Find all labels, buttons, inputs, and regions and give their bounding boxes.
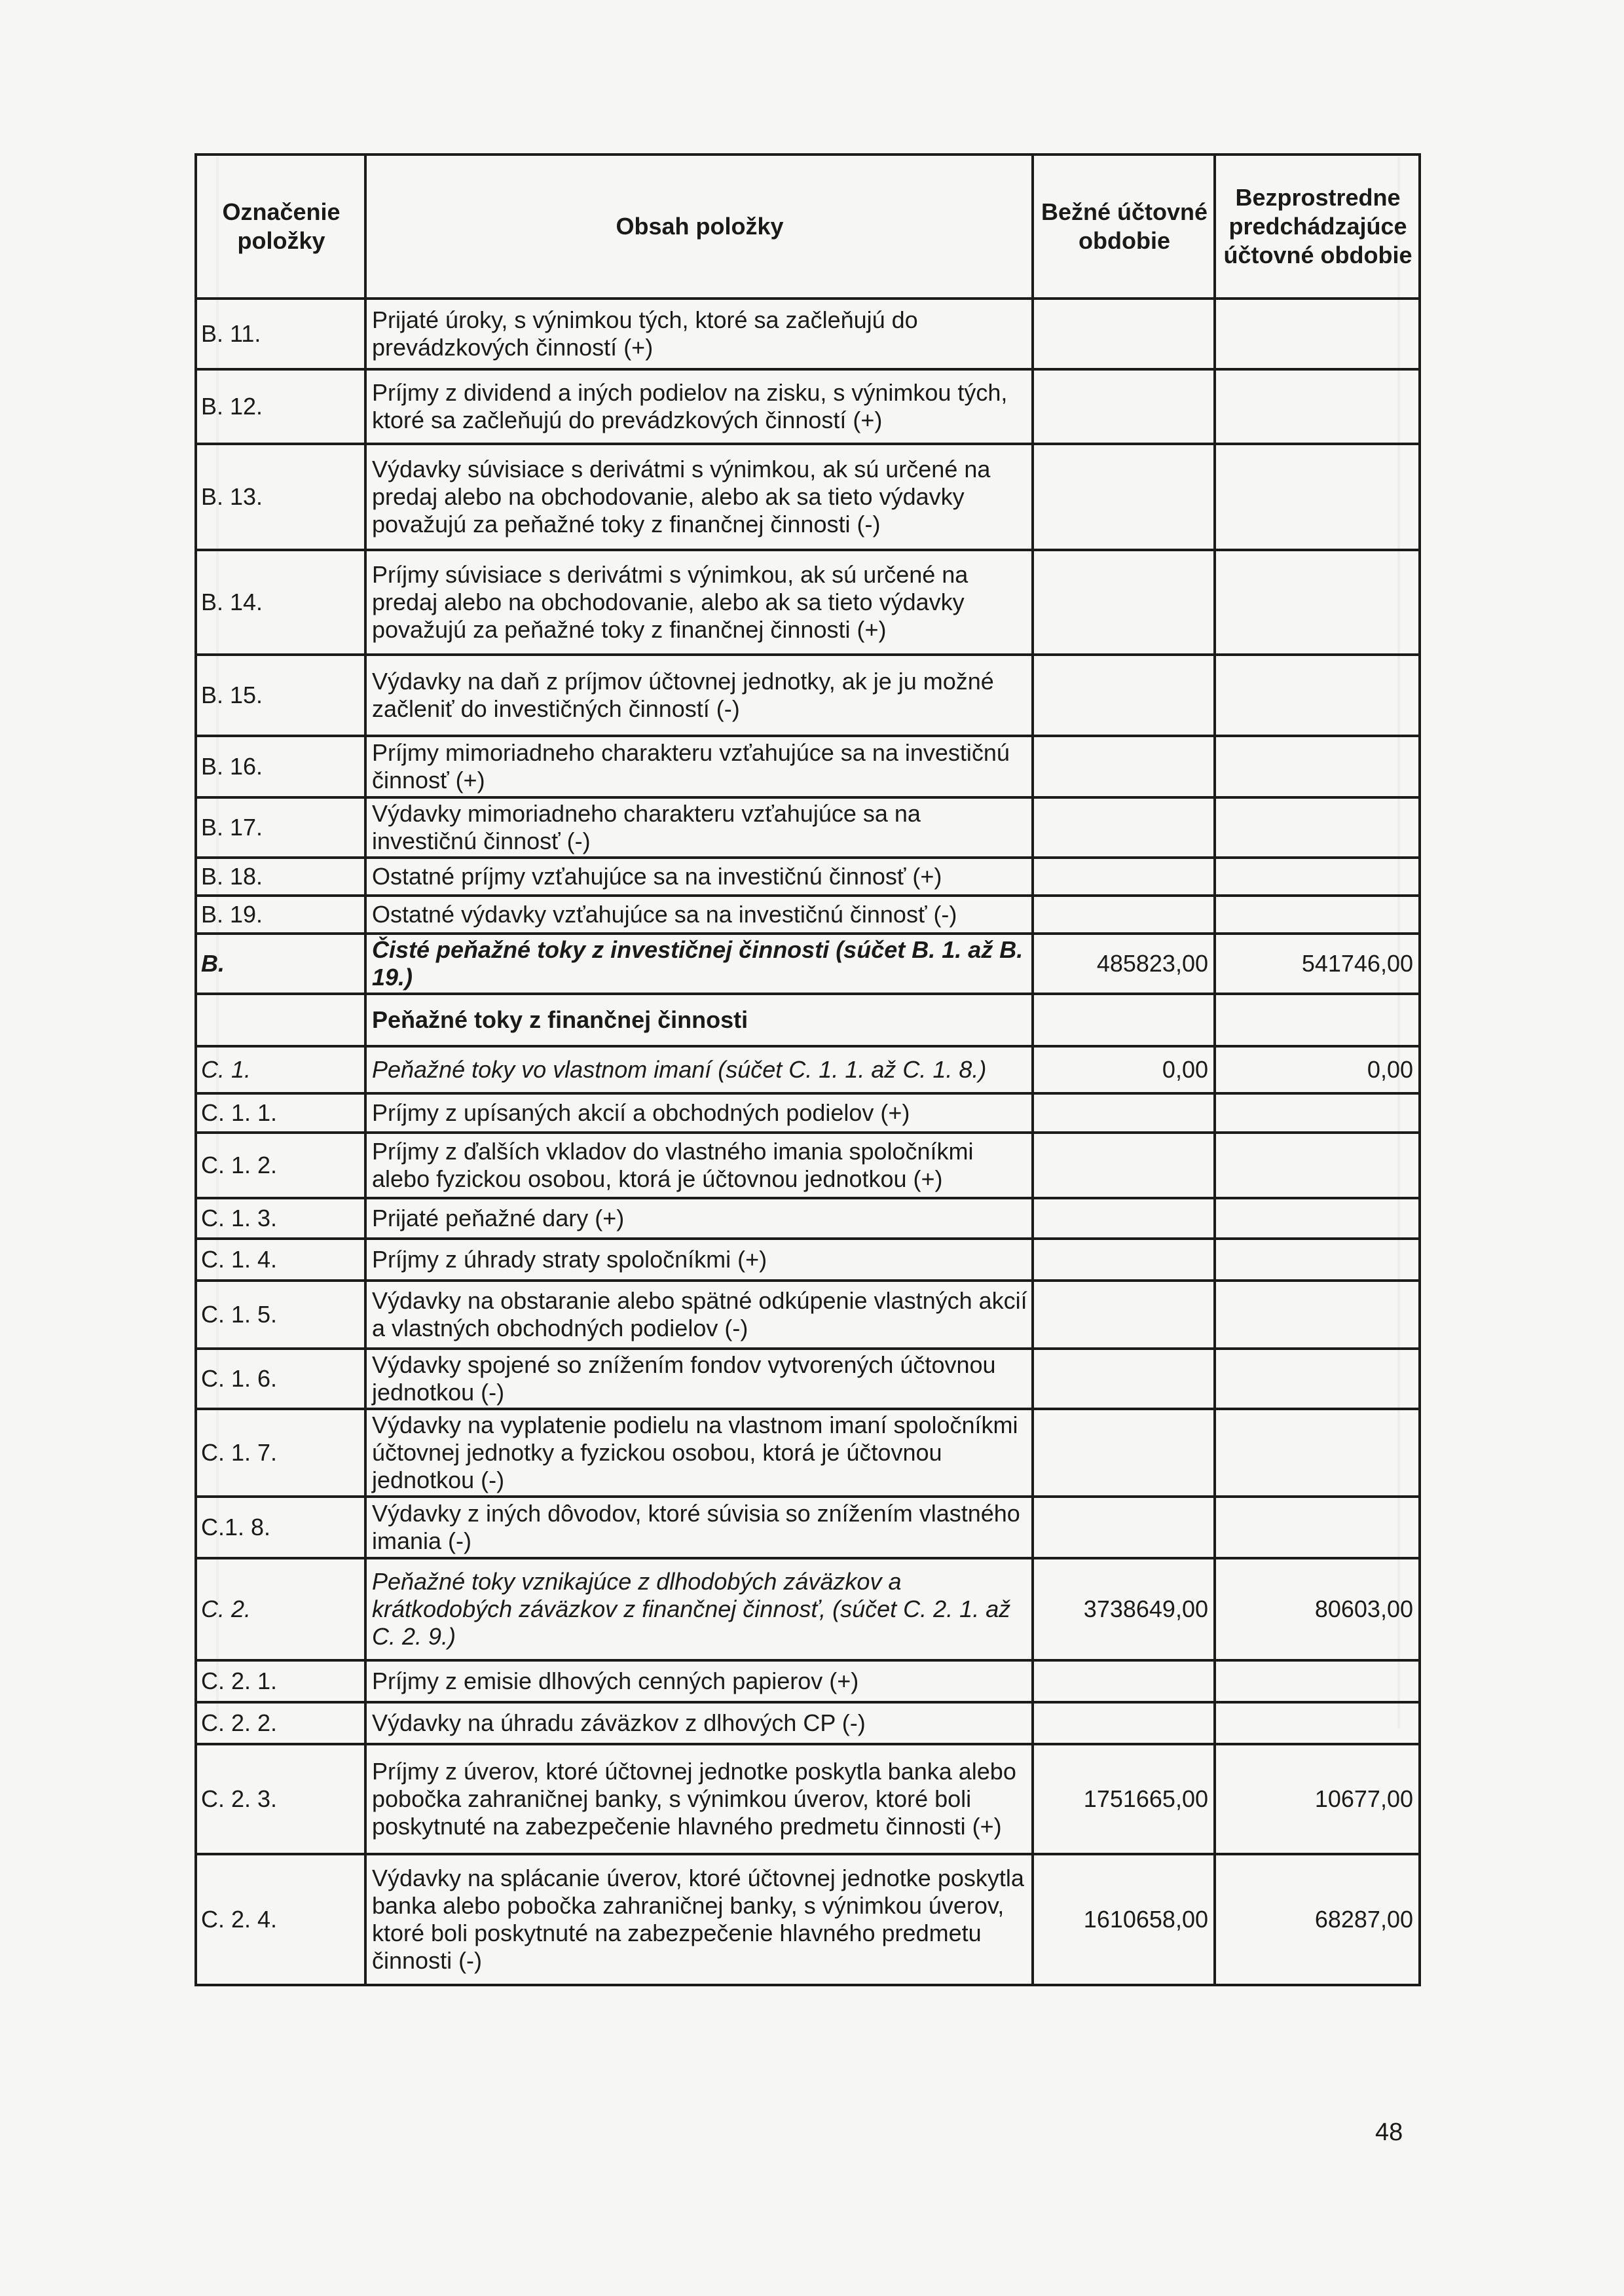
row-current-value: 1751665,00	[1033, 1744, 1215, 1854]
row-item: Príjmy z dividend a iných podielov na zisku, s výnimkou tých, ktoré sa začleňujú do prevádzkových činností (+)	[365, 369, 1033, 444]
row-code: C. 2. 4.	[196, 1854, 365, 1985]
row-item: Prijaté peňažné dary (+)	[365, 1198, 1033, 1239]
header-previous-period: Bezprostredne predchádzajúce účtovné obdobie	[1215, 155, 1420, 299]
table-row	[196, 1133, 1420, 1198]
row-item: Peňažné toky vznikajúce z dlhodobých záväzkov a krátkodobých záväzkov z finančnej činnosť, (súčet C. 2. 1. až C. 2. 9.)	[365, 1558, 1033, 1660]
row-previous-value	[1215, 299, 1420, 369]
table-row	[196, 1497, 1420, 1558]
table-row	[196, 655, 1420, 736]
row-current-value	[1033, 1281, 1215, 1349]
row-previous-value	[1215, 1239, 1420, 1281]
row-item: Príjmy z upísaných akcií a obchodných podielov (+)	[365, 1093, 1033, 1133]
row-previous-value	[1215, 550, 1420, 655]
row-current-value	[1033, 1133, 1215, 1198]
row-current-value	[1033, 1239, 1215, 1281]
table-row	[196, 797, 1420, 858]
row-code: C. 1. 1.	[196, 1093, 365, 1133]
row-code: B. 13.	[196, 444, 365, 550]
row-item: Výdavky spojené so znížením fondov vytvorených účtovnou jednotkou (-)	[365, 1349, 1033, 1409]
row-previous-value	[1215, 994, 1420, 1046]
row-code: B. 11.	[196, 299, 365, 369]
table-row	[196, 1046, 1420, 1093]
row-item: Ostatné príjmy vzťahujúce sa na investičnú činnosť (+)	[365, 858, 1033, 896]
row-code: C. 1. 3.	[196, 1198, 365, 1239]
table-row	[196, 1281, 1420, 1349]
header-item: Obsah položky	[365, 155, 1033, 299]
row-item: Výdavky na úhradu záväzkov z dlhových CP (-)	[365, 1702, 1033, 1744]
table-row	[196, 736, 1420, 797]
row-item: Príjmy z emisie dlhových cenných papierov (+)	[365, 1660, 1033, 1702]
table-row	[196, 858, 1420, 896]
row-code: C. 1. 6.	[196, 1349, 365, 1409]
row-item: Príjmy z ďalších vkladov do vlastného imania spoločníkmi alebo fyzickou osobou, ktorá je účtovnou jednotkou (+)	[365, 1133, 1033, 1198]
table-row	[196, 1854, 1420, 1985]
row-item: Výdavky na daň z príjmov účtovnej jednotky, ak je ju možné začleniť do investičných činností (-)	[365, 655, 1033, 736]
table-header-row	[196, 155, 1420, 299]
cash-flow-table	[194, 153, 1421, 1986]
row-code: B.	[196, 934, 365, 994]
row-current-value	[1033, 369, 1215, 444]
row-previous-value	[1215, 858, 1420, 896]
row-current-value	[1033, 858, 1215, 896]
table-row	[196, 1702, 1420, 1744]
table-row	[196, 1744, 1420, 1854]
row-current-value	[1033, 1409, 1215, 1497]
row-previous-value	[1215, 1093, 1420, 1133]
table-row	[196, 934, 1420, 994]
row-previous-value	[1215, 736, 1420, 797]
row-code: B. 12.	[196, 369, 365, 444]
row-current-value	[1033, 1093, 1215, 1133]
row-previous-value: 68287,00	[1215, 1854, 1420, 1985]
row-previous-value	[1215, 896, 1420, 934]
table-row	[196, 1409, 1420, 1497]
row-code: B. 19.	[196, 896, 365, 934]
table-row	[196, 369, 1420, 444]
table-row	[196, 444, 1420, 550]
row-item: Prijaté úroky, s výnimkou tých, ktoré sa začleňujú do prevádzkových činností (+)	[365, 299, 1033, 369]
row-previous-value	[1215, 369, 1420, 444]
row-item: Príjmy z úhrady straty spoločníkmi (+)	[365, 1239, 1033, 1281]
row-item: Ostatné výdavky vzťahujúce sa na investičnú činnosť (-)	[365, 896, 1033, 934]
row-current-value: 1610658,00	[1033, 1854, 1215, 1985]
row-previous-value: 80603,00	[1215, 1558, 1420, 1660]
table-row	[196, 1093, 1420, 1133]
table-body	[196, 299, 1420, 1985]
row-code: C. 1. 4.	[196, 1239, 365, 1281]
row-current-value: 3738649,00	[1033, 1558, 1215, 1660]
row-previous-value	[1215, 444, 1420, 550]
row-current-value	[1033, 1660, 1215, 1702]
row-code	[196, 994, 365, 1046]
row-code: B. 18.	[196, 858, 365, 896]
row-code: C. 2. 3.	[196, 1744, 365, 1854]
row-current-value	[1033, 655, 1215, 736]
row-item: Príjmy súvisiace s derivátmi s výnimkou, ak sú určené na predaj alebo na obchodovanie, alebo ak sa tieto výdavky považujú za peňažné toky z finančnej činnosti (+)	[365, 550, 1033, 655]
row-code: B. 14.	[196, 550, 365, 655]
row-current-value	[1033, 444, 1215, 550]
row-previous-value	[1215, 797, 1420, 858]
row-code: C. 1. 2.	[196, 1133, 365, 1198]
row-item: Výdavky na splácanie úverov, ktoré účtovnej jednotke poskytla banka alebo pobočka zahraničnej banky, s výnimkou úverov, ktoré boli poskytnuté na zabezpečenie hlavného predmetu činnosti (-)	[365, 1854, 1033, 1985]
header-code: Označenie položky	[196, 155, 365, 299]
row-current-value	[1033, 1349, 1215, 1409]
row-previous-value	[1215, 1660, 1420, 1702]
row-current-value	[1033, 550, 1215, 655]
row-item: Príjmy z úverov, ktoré účtovnej jednotke poskytla banka alebo pobočka zahraničnej banky, s výnimkou úverov, ktoré boli poskytnuté na zabezpečenie hlavného predmetu činnosti (+)	[365, 1744, 1033, 1854]
row-current-value	[1033, 1702, 1215, 1744]
table-row	[196, 896, 1420, 934]
row-item: Peňažné toky z finančnej činnosti	[365, 994, 1033, 1046]
row-code: C. 1. 5.	[196, 1281, 365, 1349]
table-row	[196, 1198, 1420, 1239]
table-row	[196, 1349, 1420, 1409]
row-code: C. 2.	[196, 1558, 365, 1660]
row-current-value	[1033, 1198, 1215, 1239]
row-previous-value	[1215, 1281, 1420, 1349]
row-current-value: 0,00	[1033, 1046, 1215, 1093]
row-current-value	[1033, 299, 1215, 369]
row-code: C. 2. 1.	[196, 1660, 365, 1702]
row-previous-value	[1215, 1349, 1420, 1409]
row-previous-value: 0,00	[1215, 1046, 1420, 1093]
table-row	[196, 1660, 1420, 1702]
row-previous-value	[1215, 1409, 1420, 1497]
row-item: Čisté peňažné toky z investičnej činnosti (súčet B. 1. až B. 19.)	[365, 934, 1033, 994]
row-item: Výdavky z iných dôvodov, ktoré súvisia so znížením vlastného imania (-)	[365, 1497, 1033, 1558]
row-previous-value	[1215, 1133, 1420, 1198]
row-code: C. 1. 7.	[196, 1409, 365, 1497]
row-previous-value	[1215, 655, 1420, 736]
row-item: Výdavky mimoriadneho charakteru vzťahujúce sa na investičnú činnosť (-)	[365, 797, 1033, 858]
row-code: C. 2. 2.	[196, 1702, 365, 1744]
row-current-value	[1033, 896, 1215, 934]
table-row	[196, 994, 1420, 1046]
table-row	[196, 1558, 1420, 1660]
row-current-value: 485823,00	[1033, 934, 1215, 994]
row-previous-value: 10677,00	[1215, 1744, 1420, 1854]
row-previous-value	[1215, 1497, 1420, 1558]
row-item: Peňažné toky vo vlastnom imaní (súčet C. 1. 1. až C. 1. 8.)	[365, 1046, 1033, 1093]
row-item: Výdavky na vyplatenie podielu na vlastnom imaní spoločníkmi účtovnej jednotky a fyzickou osobou, ktorá je účtovnou jednotkou (-)	[365, 1409, 1033, 1497]
row-item: Príjmy mimoriadneho charakteru vzťahujúce sa na investičnú činnosť (+)	[365, 736, 1033, 797]
row-previous-value: 541746,00	[1215, 934, 1420, 994]
row-item: Výdavky na obstaranie alebo spätné odkúpenie vlastných akcií a vlastných obchodných podielov (-)	[365, 1281, 1033, 1349]
row-item: Výdavky súvisiace s derivátmi s výnimkou, ak sú určené na predaj alebo na obchodovanie, alebo ak sa tieto výdavky považujú za peňažné toky z finančnej činnosti (-)	[365, 444, 1033, 550]
page-number: 48	[1375, 2119, 1403, 2146]
row-code: B. 17.	[196, 797, 365, 858]
row-code: B. 15.	[196, 655, 365, 736]
row-current-value	[1033, 1497, 1215, 1558]
table-row	[196, 1239, 1420, 1281]
row-current-value	[1033, 736, 1215, 797]
row-previous-value	[1215, 1702, 1420, 1744]
header-current-period: Bežné účtovné obdobie	[1033, 155, 1215, 299]
row-code: B. 16.	[196, 736, 365, 797]
row-current-value	[1033, 797, 1215, 858]
row-code: C.1. 8.	[196, 1497, 365, 1558]
row-code: C. 1.	[196, 1046, 365, 1093]
row-previous-value	[1215, 1198, 1420, 1239]
row-current-value	[1033, 994, 1215, 1046]
table-row	[196, 550, 1420, 655]
table-row	[196, 299, 1420, 369]
